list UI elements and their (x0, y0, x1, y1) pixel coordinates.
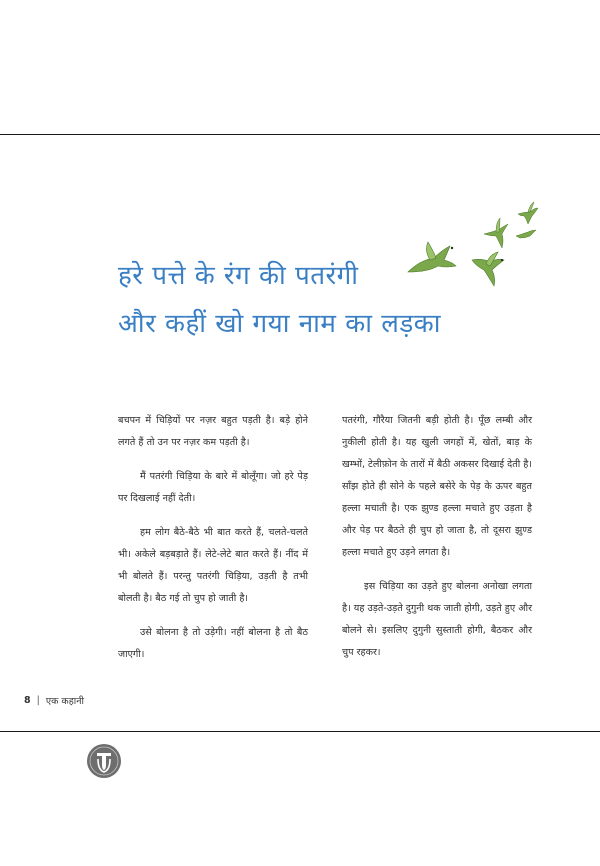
page-footer (24, 694, 84, 707)
story-title-line-2: और कहीं खो गया नाम का लड़का (118, 309, 441, 339)
bird-icon (518, 202, 538, 224)
publisher-logo-icon (86, 743, 122, 779)
bird-icon (472, 252, 504, 286)
story-title-line-1: हरे पत्ते के रंग की पतरंगी (118, 261, 359, 291)
paragraph: मैं पतरंगी चिड़िया के बारे में बोलूँगा। जो हरे पेड़ पर दिखलाई नहीं देती। (118, 471, 308, 504)
bird-icon (516, 230, 536, 238)
paragraph: हम लोग बैठे-बैठे भी बात करते हैं, चलते-चलते भी। अकेले बड़बड़ाते हैं। लेटे-लेटे बात करते हैं। नींद में भी बोलते हैं। परन्तु पतरंगी चिड़िया, उड़ती है तभी बोलती है। बैठ गई तो चुप हो जाती है। (118, 527, 308, 604)
bird-icon (408, 242, 456, 272)
page-top-rule (0, 134, 600, 135)
birds-illustration (400, 200, 550, 300)
book-title: एक कहानी (45, 696, 84, 707)
page-number: 8 (24, 695, 31, 706)
text-column-right (342, 410, 532, 676)
paragraph: पतरंगी, गौरैया जितनी बड़ी होती है। पूँछ लम्बी और नुकीली होती है। यह खुली जगहों में, खेतों, बाड़ के खम्भों, टेलीफ़ोन के तारों में बैठी अकसर दिखाई देती है। साँझ होते ही सोने के पहले बसेरे के पेड़ के ऊपर बहुत हल्ला मचाती है। एक झुण्ड हल्ला मचाते हुए उड़ता है और पेड़ पर बैठते ही चुप हो जाता है, तो दूसरा झुण्ड हल्ला मचाते हुए उड़ने लगता है। (342, 415, 532, 558)
bird-icon (484, 218, 508, 248)
page-bottom-rule (0, 731, 600, 732)
paragraph: इस चिड़िया का उड़ते हुए बोलना अनोखा लगता है। यह उड़ते-उड़ते दुगुनी थक जाती होगी, उड़ते हुए और बोलने से। इसलिए दुगुनी सुस्ताती होगी, बैठकर और चुप रहकर। (342, 581, 532, 658)
paragraph: बचपन में चिड़ियों पर नज़र बहुत पड़ती है। बड़े होने लगते हैं तो उन पर नज़र कम पड़ती है। (118, 415, 308, 448)
text-column-left (118, 410, 308, 678)
footer-separator: | (36, 695, 40, 706)
paragraph: उसे बोलना है तो उड़ेगी। नहीं बोलना है तो बैठ जाएगी। (118, 627, 308, 660)
